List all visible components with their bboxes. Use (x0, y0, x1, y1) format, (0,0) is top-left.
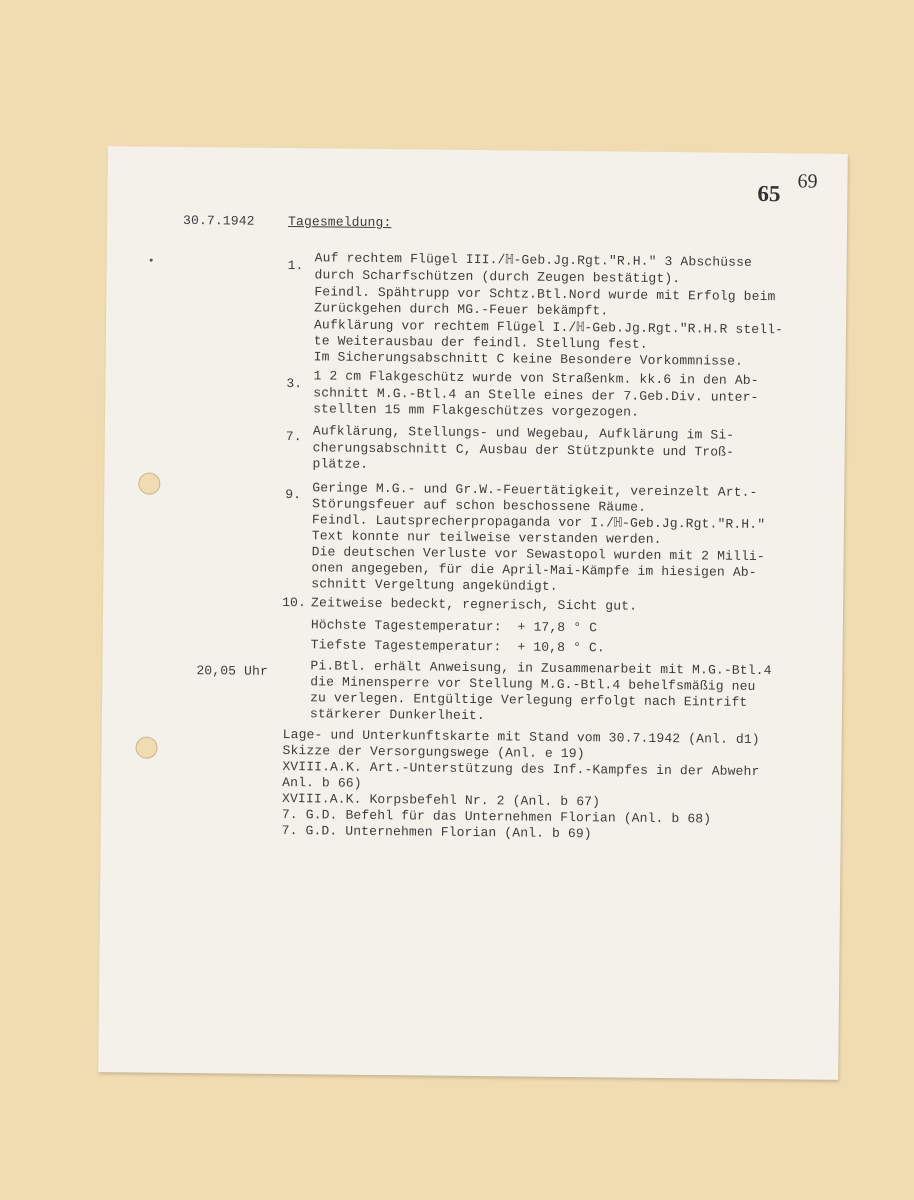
item-line: Die deutschen Verluste vor Sewastopol wurden mit 2 Milli- (311, 544, 765, 565)
page-number-stamped: 65 (757, 180, 781, 207)
document-page (98, 146, 848, 1080)
item-line: onen angegeben, für die April-Mai-Kämpfe im hiesigen Ab- (311, 560, 757, 580)
attachment-line: 7. G.D. Befehl für das Unternehmen Florian (Anl. b 68) (281, 807, 712, 827)
item-number: 9. (285, 487, 302, 503)
item-line: te Weiterausbau der feindl. Stellung fest. (313, 333, 648, 352)
item-line: Zeitweise bedeckt, regnerisch, Sicht gut. (311, 595, 638, 614)
page-number-handwritten: 69 (797, 170, 818, 193)
attachment-line: 7. G.D. Unternehmen Florian (Anl. b 69) (281, 823, 592, 842)
punch-hole-top (138, 472, 160, 494)
item-line: Feindl. Spähtrupp vor Schtz.Btl.Nord wurde mit Erfolg beim (314, 284, 776, 305)
item-number: 1. (287, 258, 304, 274)
item-line: Feindl. Lautsprecherpropaganda vor I./ℍ-Geb.Jg.Rgt."R.H." (311, 512, 766, 533)
item-line: durch Scharfschützen (durch Zeugen bestätigt). (314, 267, 681, 287)
entry-line: stärkerer Dunkerlheit. (309, 706, 485, 724)
item-line: Aufklärung, Stellungs- und Wegebau, Aufklärung im Si- (312, 423, 735, 443)
attachment-line: Skizze der Versorgungswege (Anl. e 19) (282, 743, 585, 762)
report-date: 30.7.1942 (183, 212, 255, 229)
item-line: Im Sicherungsabschnitt C keine Besondere Vorkommnisse. (313, 349, 744, 369)
item-line: schnitt Vergeltung angekündigt. (311, 576, 558, 594)
attachment-line: Anl. b 66) (282, 775, 362, 791)
entry-line: Pi.Btl. erhält Anweisung, in Zusammenarbeit mit M.G.-Btl.4 (310, 658, 772, 679)
attachment-line: XVIII.A.K. Art.-Unterstützung des Inf.-Kampfes in der Abwehr (282, 759, 760, 780)
report-title: Tagesmeldung: (288, 214, 392, 231)
item-number: 10. (282, 595, 307, 611)
item-line: plätze. (312, 456, 369, 472)
item-line: Höchste Tagestemperatur: + 17,8 ° C (310, 617, 598, 636)
entry-time: 20,05 Uhr (196, 663, 269, 679)
item-number: 7. (285, 429, 302, 445)
entry-line: die Minensperre vor Stellung M.G.-Btl.4 behelfsmäßig neu (310, 674, 756, 694)
item-line: Auf rechtem Flügel III./ℍ-Geb.Jg.Rgt."R.H." 3 Abschüsse (314, 250, 753, 270)
item-number: 3. (286, 376, 303, 392)
entry-line: zu verlegen. Entgültige Verlegung erfolgt nach Eintrift (310, 690, 748, 710)
item-line: Aufklärung vor rechtem Flügel I./ℍ-Geb.Jg.Rgt."R.H.R stell- (313, 317, 784, 338)
ink-mark (150, 259, 153, 262)
item-line: Text konnte nur teilweise verstanden werden. (311, 528, 662, 547)
item-line: cherungsabschnitt C, Ausbau der Stützpunkte und Troß- (312, 440, 735, 460)
item-line: Zurückgehen durch MG.-Feuer bekämpft. (314, 300, 609, 319)
item-line: Tiefste Tagestemperatur: + 10,8 ° C. (310, 637, 605, 656)
item-line: 1 2 cm Flakgeschütz wurde von Straßenkm. kk.6 in den Ab- (313, 368, 759, 388)
item-line: schnitt M.G.-Btl.4 an Stelle eines der 7.Geb.Div. unter- (313, 385, 759, 405)
item-line: Störungsfeuer auf schon beschossene Räume. (312, 496, 647, 515)
attachment-line: Lage- und Unterkunftskarte mit Stand vom 30.7.1942 (Anl. d1) (282, 727, 760, 748)
item-line: Geringe M.G.- und Gr.W.-Feuertätigkeit, vereinzelt Art.- (312, 480, 758, 500)
punch-hole-bottom (135, 736, 157, 758)
attachment-line: XVIII.A.K. Korpsbefehl Nr. 2 (Anl. b 67) (281, 791, 601, 810)
item-line: stellten 15 mm Flakgeschützes vorgezogen. (313, 401, 640, 420)
